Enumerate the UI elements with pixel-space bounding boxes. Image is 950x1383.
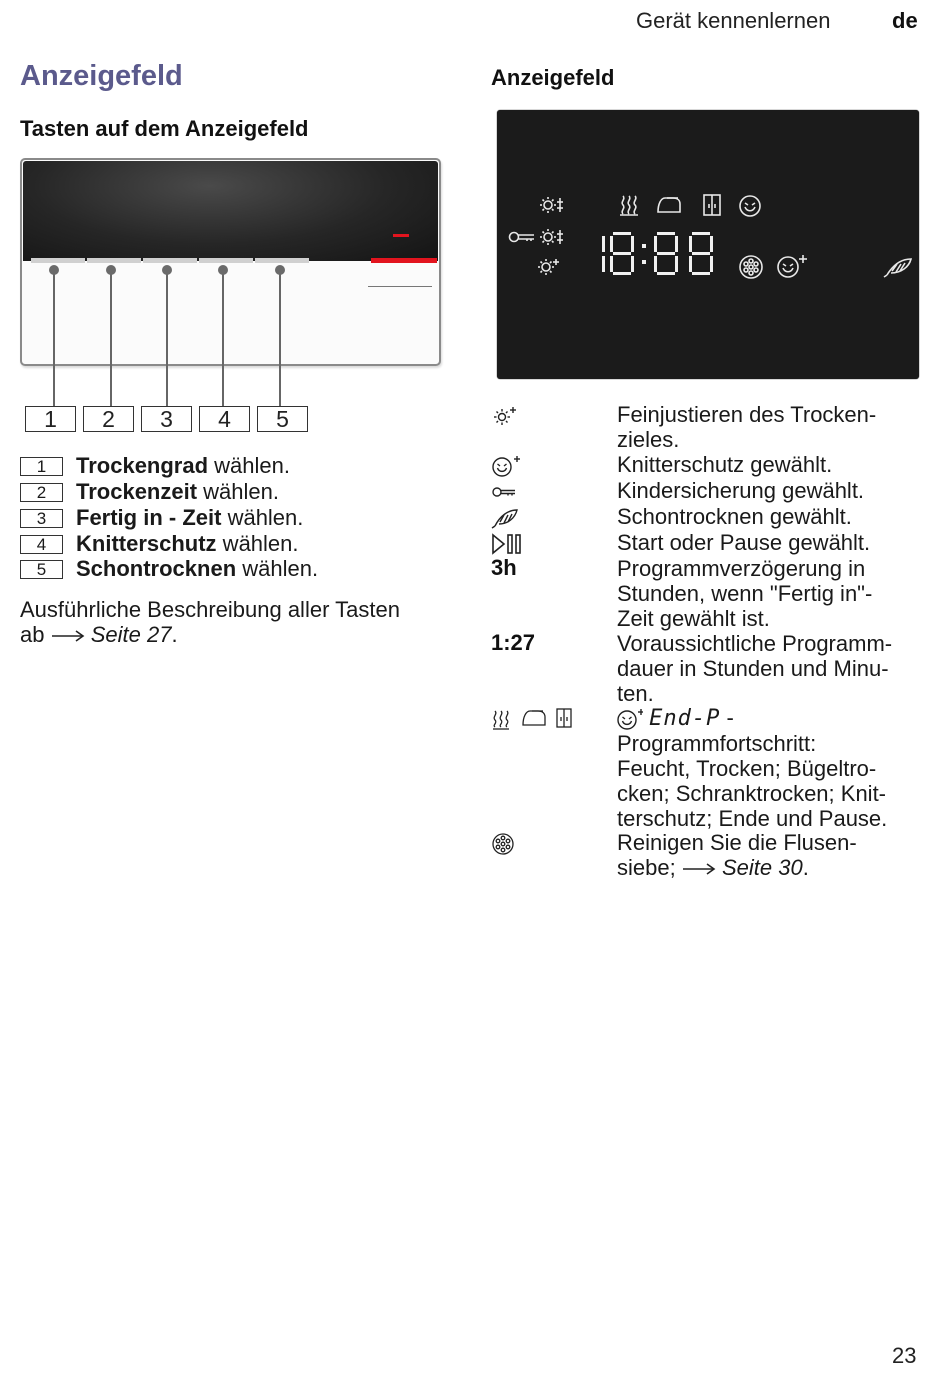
cupboard-icon bbox=[704, 195, 720, 215]
legend-symbol bbox=[491, 505, 601, 529]
leader-line-1 bbox=[53, 270, 55, 406]
panel-screen bbox=[23, 161, 438, 261]
seven-segment-time bbox=[602, 232, 713, 275]
legend-line: Feinjustieren des Trocken- bbox=[617, 402, 877, 427]
legend-line: Zeit gewählt ist. bbox=[617, 606, 770, 631]
legend-line-prefix: siebe; bbox=[617, 855, 682, 880]
lint-filter-icon bbox=[740, 256, 762, 278]
leader-dot bbox=[49, 265, 59, 275]
key-name: Knitterschutz bbox=[76, 531, 217, 556]
button-strip bbox=[31, 258, 85, 263]
dash: - bbox=[726, 705, 734, 730]
legend-description bbox=[617, 504, 852, 529]
key-name: Trockengrad bbox=[76, 453, 209, 478]
legend-line: zieles. bbox=[617, 427, 680, 452]
legend-line bbox=[617, 855, 857, 880]
key-number: 4 bbox=[20, 535, 63, 554]
leader-line-2 bbox=[110, 270, 112, 406]
key-icon bbox=[491, 480, 525, 504]
callout-number: 1 bbox=[25, 406, 76, 432]
legend-description bbox=[617, 705, 887, 831]
language-code: de bbox=[892, 8, 918, 33]
cupboard-icon bbox=[557, 709, 571, 727]
page-title: Anzeigefeld bbox=[20, 60, 183, 92]
description-line bbox=[20, 623, 178, 647]
legend-description bbox=[617, 452, 832, 477]
legend-description bbox=[617, 402, 876, 452]
iron-icon bbox=[523, 711, 545, 725]
leader-dot bbox=[218, 265, 228, 275]
button-strip bbox=[143, 258, 197, 263]
page-number: 23 bbox=[892, 1343, 917, 1368]
legend-symbol bbox=[491, 831, 601, 855]
key-number: 5 bbox=[20, 560, 63, 579]
anti-crease-plus-icon bbox=[491, 454, 525, 478]
anti-crease-icon bbox=[740, 196, 760, 216]
legend-symbol bbox=[491, 453, 601, 477]
legend-line: Programmverzögerung in bbox=[617, 556, 866, 581]
control-panel-illustration bbox=[20, 158, 442, 368]
legend-line: Schontrocknen gewählt. bbox=[617, 504, 852, 529]
page-link[interactable]: Seite 30 bbox=[721, 855, 803, 880]
iron-icon bbox=[658, 198, 680, 212]
legend-line: Programmfortschritt: bbox=[617, 731, 817, 757]
leader-dot bbox=[106, 265, 116, 275]
panel-divider bbox=[368, 286, 432, 287]
legend-line-suffix: . bbox=[802, 855, 809, 880]
legend-label: 3h bbox=[491, 555, 517, 580]
legend-line: Feucht, Trocken; Bügeltro- bbox=[617, 756, 877, 782]
legend-symbol bbox=[491, 706, 611, 730]
callout-number: 2 bbox=[83, 406, 134, 432]
display-graphic bbox=[497, 110, 919, 379]
legend-description bbox=[617, 556, 872, 631]
section-subtitle: Tasten auf dem Anzeigefeld bbox=[20, 116, 309, 141]
sun-icon bbox=[540, 197, 563, 213]
lint-filter-icon bbox=[491, 832, 525, 856]
key-action: wählen. bbox=[197, 479, 279, 504]
leader-dot bbox=[162, 265, 172, 275]
key-action: wählen. bbox=[236, 556, 319, 581]
legend-line: Start oder Pause gewählt. bbox=[617, 530, 871, 555]
legend-symbol bbox=[491, 479, 601, 503]
start-pause-icon bbox=[491, 532, 525, 556]
steam-icon bbox=[493, 711, 509, 729]
red-button-strip bbox=[371, 258, 437, 263]
display-section-title: Anzeigefeld bbox=[491, 65, 615, 90]
key-number: 3 bbox=[20, 509, 63, 528]
legend-line bbox=[617, 705, 887, 731]
description-prefix: ab bbox=[20, 622, 51, 647]
legend-description bbox=[617, 530, 870, 555]
steam-icon bbox=[620, 196, 638, 215]
description-suffix: . bbox=[171, 622, 178, 647]
sun-plus-icon bbox=[491, 404, 525, 428]
sun-plus-icon bbox=[538, 259, 559, 275]
leader-line-4 bbox=[222, 270, 224, 406]
button-strip bbox=[255, 258, 309, 263]
legend-line: Knitterschutz gewählt. bbox=[617, 452, 833, 477]
key-number: 1 bbox=[20, 457, 63, 476]
red-indicator bbox=[393, 234, 409, 237]
legend-line: Voraussichtliche Programm- bbox=[617, 631, 893, 656]
arrow-right-icon bbox=[682, 863, 716, 875]
key-name: Trockenzeit bbox=[76, 479, 198, 504]
leader-dot bbox=[275, 265, 285, 275]
legend-description bbox=[617, 478, 864, 503]
button-strip bbox=[87, 258, 141, 263]
legend-label: 1:27 bbox=[491, 630, 536, 655]
running-header-title: Gerät kennenlernen bbox=[636, 8, 831, 33]
legend-symbol bbox=[491, 403, 601, 427]
key-name: Schontrocknen bbox=[76, 556, 237, 581]
callout-number: 5 bbox=[257, 406, 308, 432]
key-action: wählen. bbox=[216, 531, 299, 556]
key-action: wählen. bbox=[208, 453, 290, 478]
page-link[interactable]: Seite 27 bbox=[90, 622, 172, 647]
legend-description bbox=[617, 830, 857, 880]
legend-line: cken; Schranktrocken; Knit- bbox=[617, 781, 887, 807]
key-icon bbox=[510, 233, 535, 242]
leader-line-3 bbox=[166, 270, 168, 406]
callout-number: 4 bbox=[199, 406, 250, 432]
key-name: Fertig in - Zeit bbox=[76, 505, 222, 530]
key-number: 2 bbox=[20, 483, 63, 502]
display-panel-illustration bbox=[497, 110, 919, 379]
seven-segment-word: End-P bbox=[649, 706, 721, 731]
legend-line: Reinigen Sie die Flusen- bbox=[617, 830, 857, 855]
callout-number: 3 bbox=[141, 406, 192, 432]
arrow-right-icon bbox=[51, 630, 85, 642]
legend-line: Stunden, wenn "Fertig in"- bbox=[617, 581, 873, 606]
anti-crease-plus-icon bbox=[617, 707, 643, 731]
button-strip bbox=[199, 258, 253, 263]
progress-icons bbox=[491, 707, 581, 731]
anti-crease-plus-icon bbox=[778, 255, 807, 277]
sun-icon bbox=[540, 229, 563, 245]
legend-symbol bbox=[491, 531, 601, 555]
legend-line: dauer in Stunden und Minu- bbox=[617, 656, 889, 681]
legend-line: Kindersicherung gewählt. bbox=[617, 478, 865, 503]
legend-line: ten. bbox=[617, 681, 654, 706]
feather-icon bbox=[491, 506, 525, 530]
description-line: Ausführliche Beschreibung aller Tasten bbox=[20, 597, 400, 622]
legend-line: terschutz; Ende und Pause. bbox=[617, 806, 888, 832]
legend-description bbox=[617, 631, 892, 706]
feather-icon bbox=[884, 259, 911, 277]
leader-line-5 bbox=[279, 270, 281, 406]
key-action: wählen. bbox=[221, 505, 304, 530]
